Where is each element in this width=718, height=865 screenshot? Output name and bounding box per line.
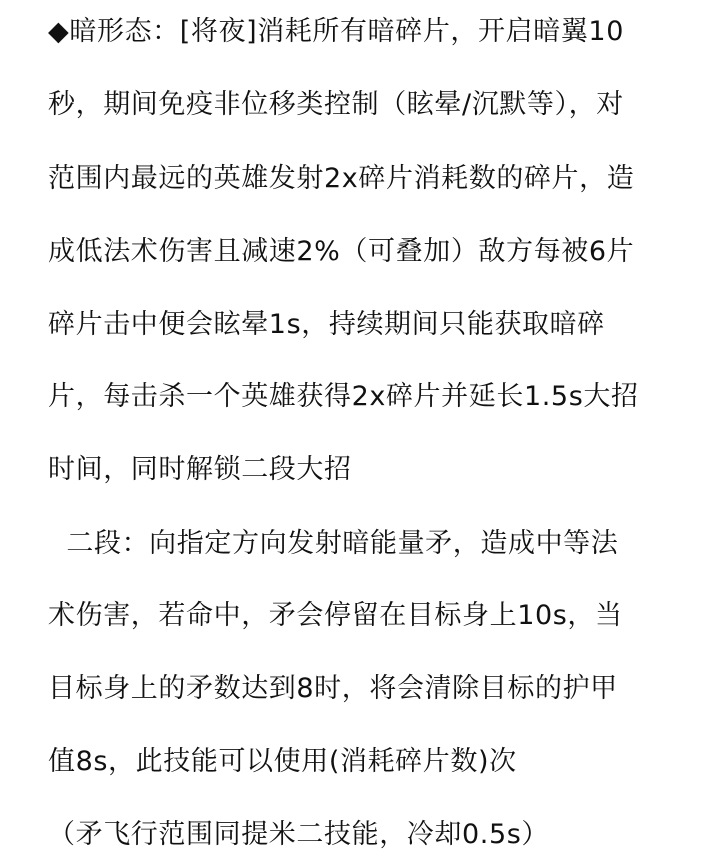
text-line-9: 术伤害，若命中，矛会停留在目标身上10s，当	[48, 600, 623, 631]
text-line-5: 碎片击中便会眩晕1s，持续期间只能获取暗碎	[48, 309, 605, 340]
text-line-12: （矛飞行范围同提米二技能，冷却0.5s）	[48, 819, 550, 850]
text-line-2: 秒，期间免疫非位移类控制（眩晕/沉默等），对	[48, 89, 624, 120]
text-line-10: 目标身上的矛数达到8时，将会清除目标的护甲	[48, 673, 618, 704]
text-line-6: 片，每击杀一个英雄获得2x碎片并延长1.5s大招	[48, 381, 639, 412]
text-line-8: 二段：向指定方向发射暗能量矛，造成中等法	[48, 528, 619, 559]
text-line-3: 范围内最远的英雄发射2x碎片消耗数的碎片，造	[48, 163, 635, 194]
text-line-1: ◆暗形态：[将夜]消耗所有暗碎片，开启暗翼10	[48, 16, 624, 47]
text-line-7: 时间，同时解锁二段大招	[48, 454, 352, 485]
text-line-11: 值8s，此技能可以使用(消耗碎片数)次	[48, 746, 517, 777]
text-line-4: 成低法术伤害且减速2%（可叠加）敌方每被6片	[48, 236, 635, 267]
